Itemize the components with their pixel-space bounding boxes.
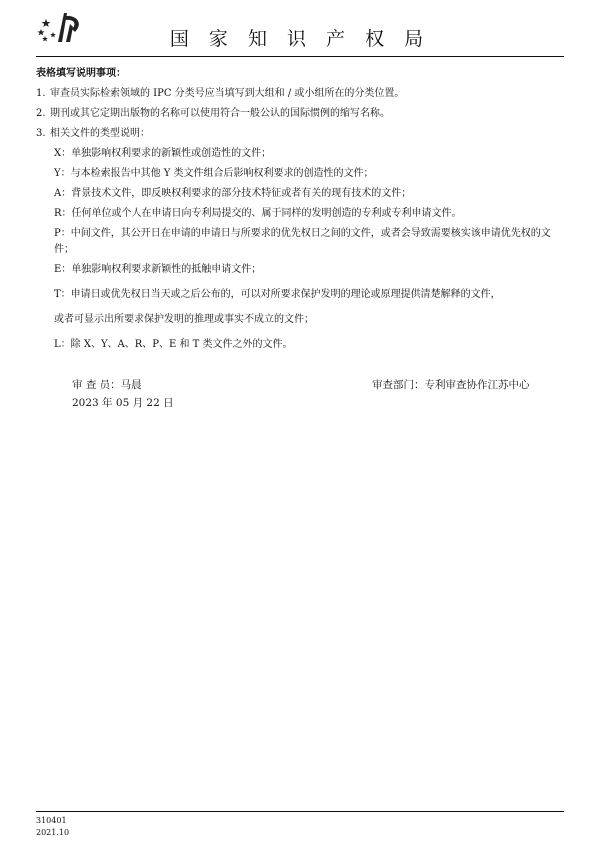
header-divider — [36, 56, 564, 57]
type-t-description: T：申请日或优先权日当天或之后公布的，可以对所要求保护发明的理论或原理提供清楚解释的文件， — [54, 289, 501, 300]
type-l-description: L：除 X、Y、A、R、P、E 和 T 类文件之外的文件。 — [54, 339, 293, 350]
note-item — [36, 104, 566, 124]
department-block — [372, 376, 530, 394]
examiner-block — [72, 376, 174, 412]
note-item — [36, 84, 566, 104]
type-p-description: P：中间文件，其公开日在申请的申请日与所要求的优先权日之间的文件，或者会导致需要核实该申请优先权的文件； — [54, 228, 551, 255]
instructions-section — [36, 64, 566, 355]
note-number: 3. — [36, 128, 46, 139]
note-text: 相关文件的类型说明： — [50, 128, 150, 139]
type-e-description: E：单独影响权利要求新颖性的抵触申请文件； — [54, 264, 262, 275]
note-number: 2. — [36, 108, 46, 119]
note-text: 期刊或其它定期出版物的名称可以使用符合一般公认的国际惯例的缩写名称。 — [50, 108, 390, 119]
form-footer — [36, 815, 69, 839]
organization-title: 国 家 知 识 产 权 局 — [169, 28, 431, 50]
type-r-description: R：任何单位或个人在申请日向专利局提交的、属于同样的发明创造的专利或专利申请文件。 — [54, 208, 462, 219]
report-date: 2023 年 05 月 22 日 — [72, 397, 174, 409]
footer-divider — [36, 811, 564, 812]
type-t-description-continued: 或者可显示出所要求保护发明的推理或事实不成立的文件； — [54, 314, 314, 325]
type-y-description: Y：与本检索报告中其他 Y 类文件组合后影响权利要求的创造性的文件； — [54, 168, 374, 179]
instructions-heading: 表格填写说明事项： — [36, 68, 126, 79]
document-types-list — [36, 144, 566, 355]
note-item — [36, 124, 566, 144]
note-number: 1. — [36, 88, 46, 99]
type-a-description: A：背景技术文件，即反映权利要求的部分技术特征或者有关的现有技术的文件； — [54, 188, 412, 199]
note-text: 审查员实际检索领域的 IPC 分类号应当填写到大组和 / 或小组所在的分类位置。 — [50, 88, 405, 99]
type-x-description: X：单独影响权利要求的新颖性或创造性的文件； — [54, 148, 272, 159]
examiner-name: 审 查 员：马晨 — [72, 379, 142, 391]
form-code: 310401 — [36, 816, 67, 825]
form-version: 2021.10 — [36, 828, 70, 837]
examination-department: 审查部门：专利审查协作江苏中心 — [372, 379, 530, 391]
